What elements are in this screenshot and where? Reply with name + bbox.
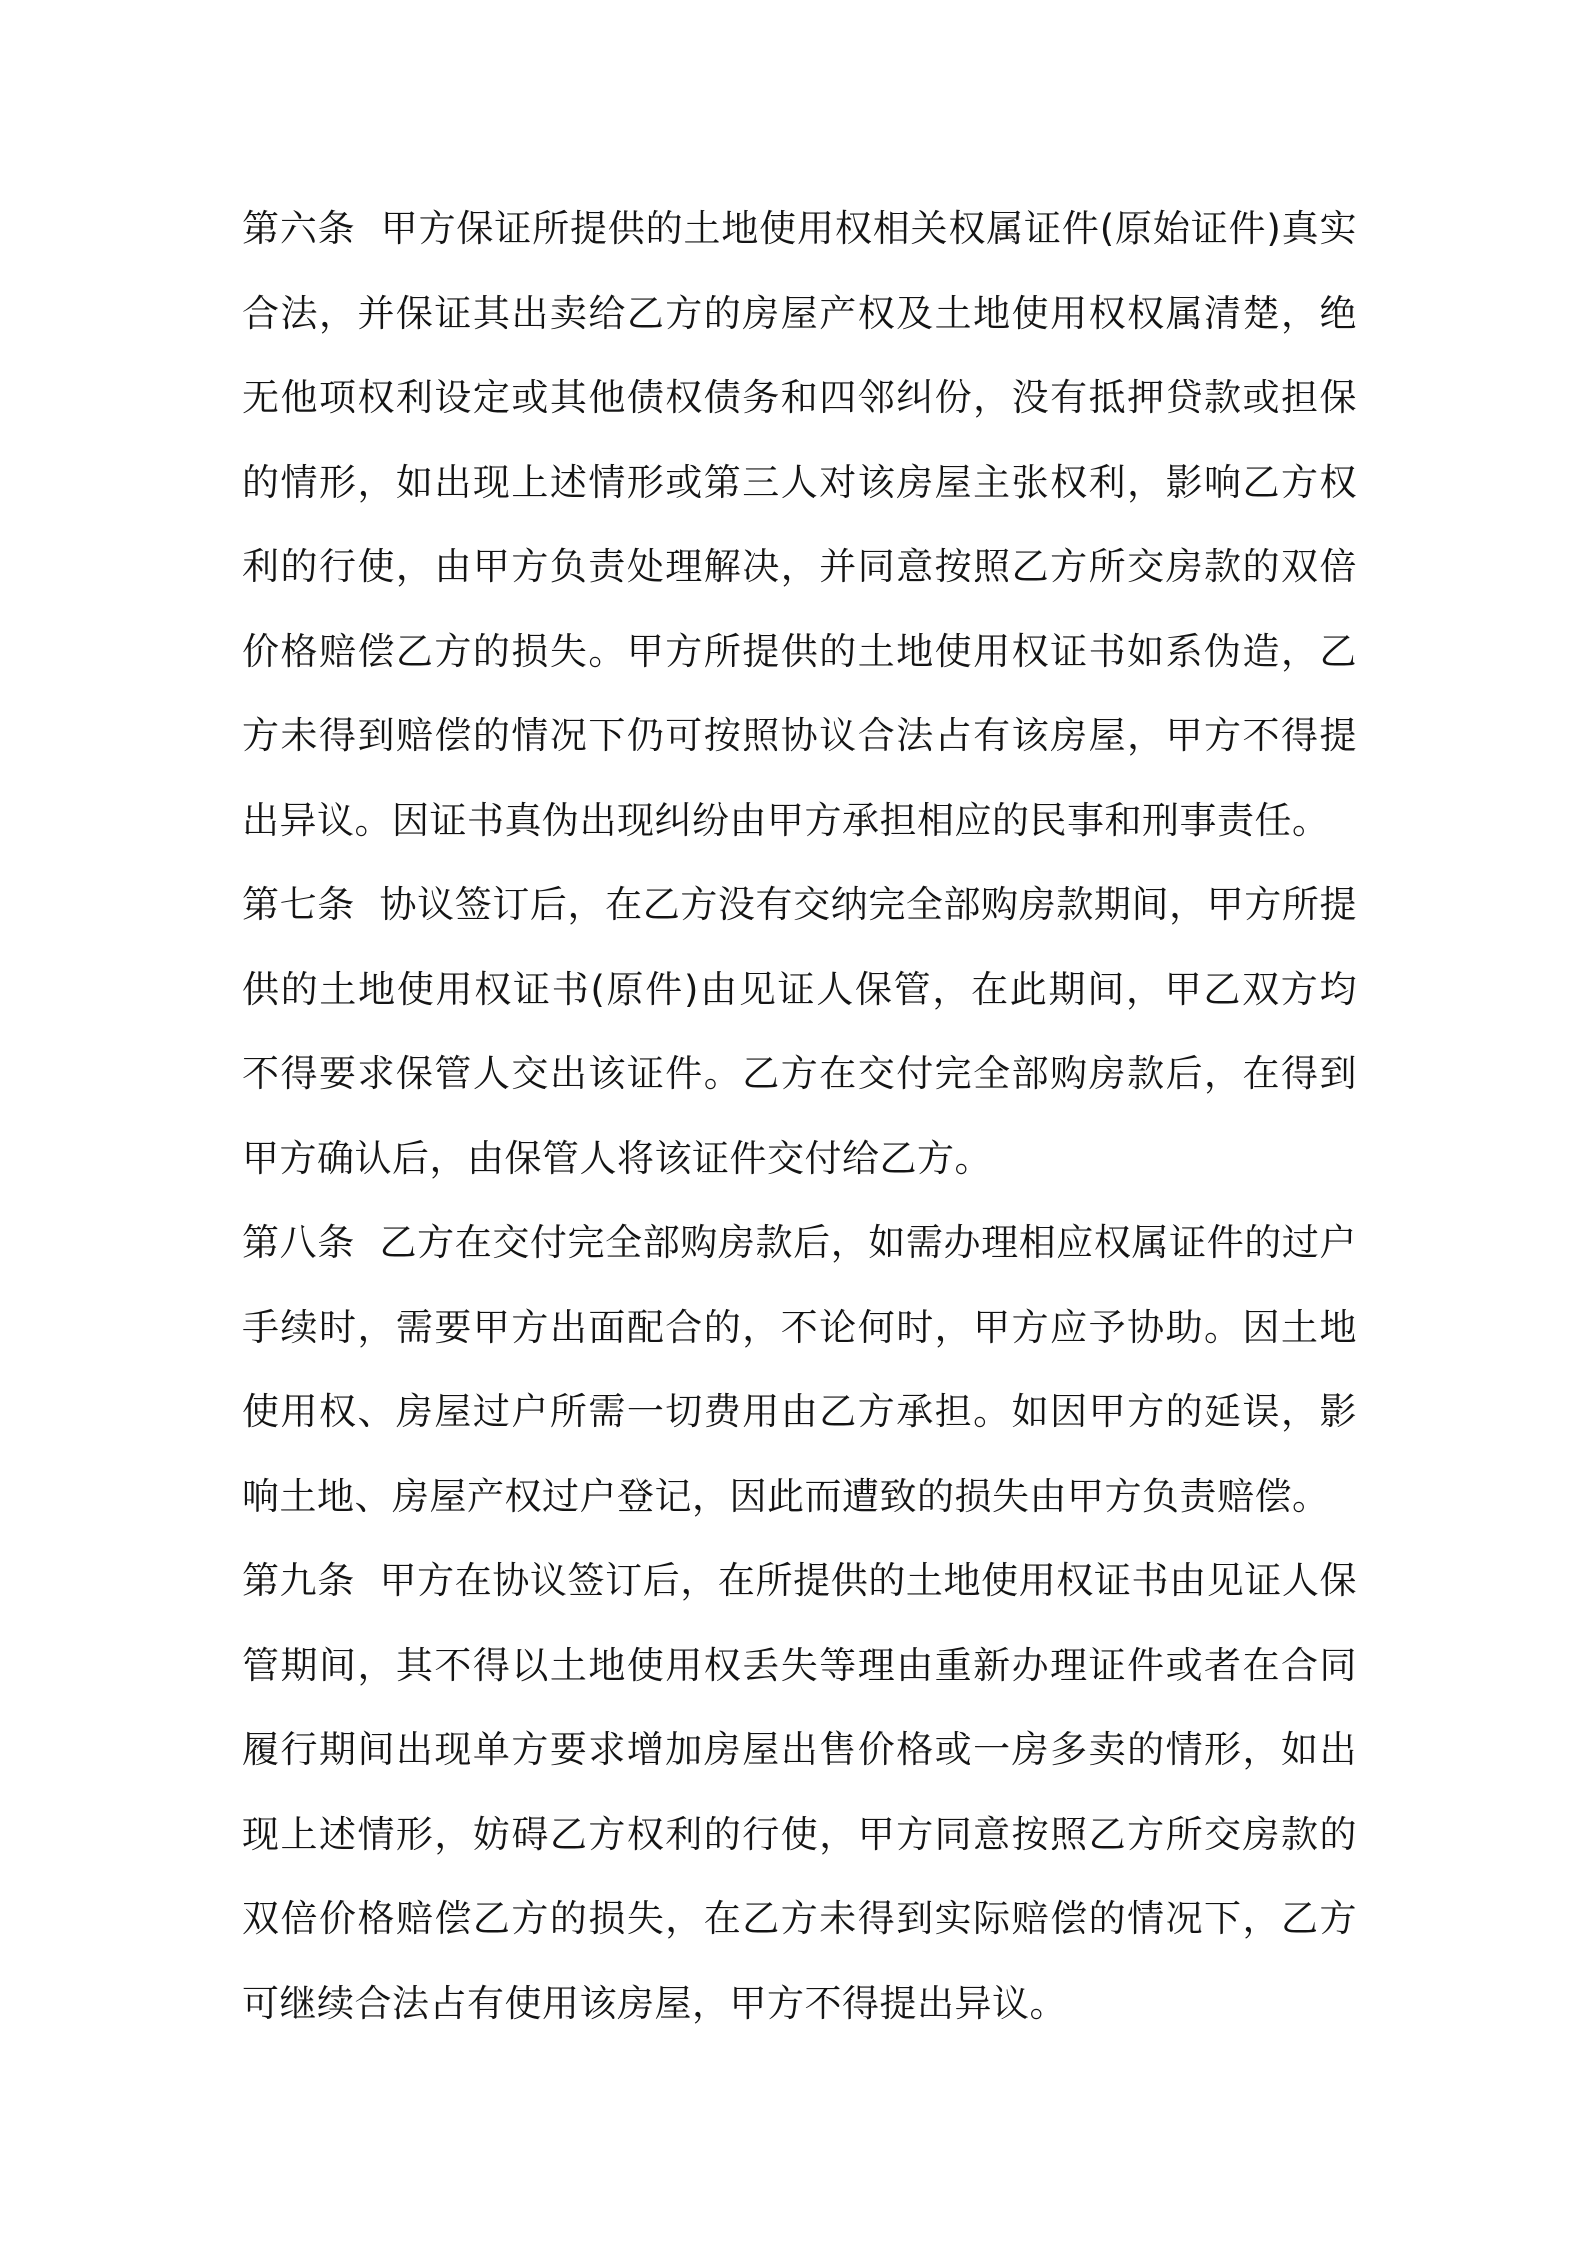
article-6-heading: 第六条 [242, 207, 356, 250]
article-8-heading: 第八条 [242, 1221, 355, 1264]
article-9-heading: 第九条 [242, 1559, 355, 1602]
document-body [242, 187, 1357, 2046]
article-9 [242, 1539, 1357, 2046]
article-7-text: 协议签订后，在乙方没有交纳完全部购房款期间，甲方所提供的土地使用权证书(原件)由见证人保管，在此期间，甲乙双方均不得要求保管人交出该证件。乙方在交付完全部购房款后，在得到甲方确认后，由保管人将该证件交付给乙方。 [242, 883, 1358, 1180]
article-8-text: 乙方在交付完全部购房款后，如需办理相应权属证件的过户手续时，需要甲方出面配合的，不论何时，甲方应予协助。因土地使用权、房屋过户所需一切费用由乙方承担。如因甲方的延误，影响土地、房屋产权过户登记，因此而遭致的损失由甲方负责赔偿。 [242, 1221, 1358, 1518]
article-7-heading: 第七条 [242, 883, 355, 926]
article-6-text: 甲方保证所提供的土地使用权相关权属证件(原始证件)真实合法，并保证其出卖给乙方的房屋产权及土地使用权权属清楚，绝无他项权利设定或其他债权债务和四邻纠份，没有抵押贷款或担保的情形，如出现上述情形或第三人对该房屋主张权利，影响乙方权利的行使，由甲方负责处理解决，并同意按照乙方所交房款的双倍价格赔偿乙方的损失。甲方所提供的土地使用权证书如系伪造，乙方未得到赔偿的情况下仍可按照协议合法占有该房屋，甲方不得提出异议。因证书真伪出现纠纷由甲方承担相应的民事和刑事责任。 [242, 207, 1358, 842]
article-9-text: 甲方在协议签订后，在所提供的土地使用权证书由见证人保管期间，其不得以土地使用权丢失等理由重新办理证件或者在合同履行期间出现单方要求增加房屋出售价格或一房多卖的情形，如出现上述情形，妨碍乙方权利的行使，甲方同意按照乙方所交房款的双倍价格赔偿乙方的损失，在乙方未得到实际赔偿的情况下，乙方可继续合法占有使用该房屋，甲方不得提出异议。 [242, 1559, 1358, 2025]
article-6 [242, 187, 1357, 863]
article-8 [242, 1201, 1357, 1539]
article-7 [242, 863, 1357, 1201]
